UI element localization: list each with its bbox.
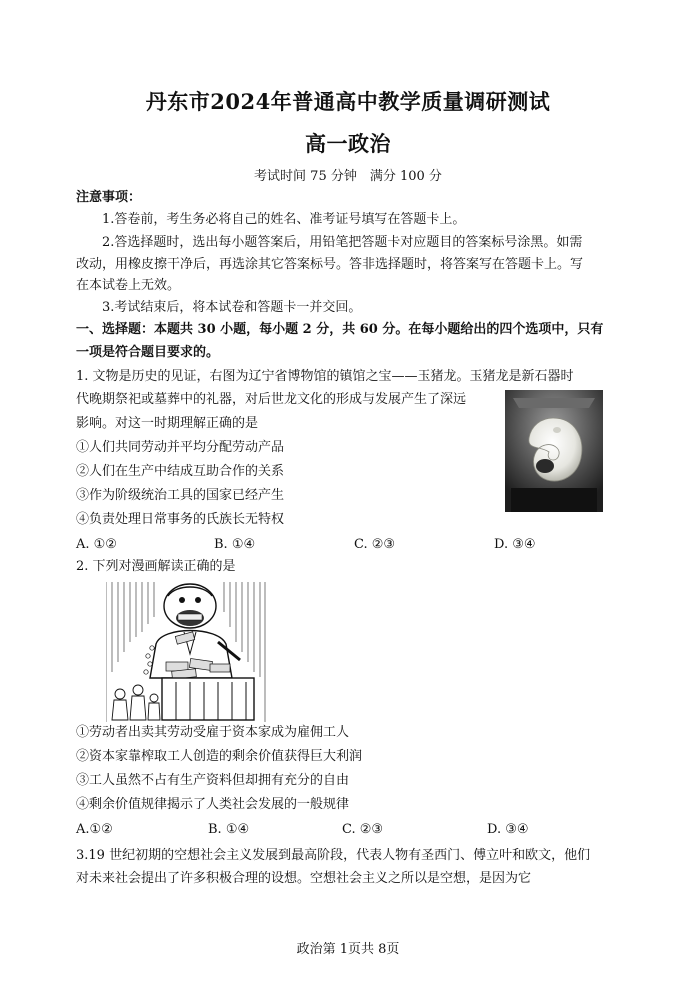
q1-option-d: D. ③④ (494, 537, 536, 552)
jade-pig-dragon-photo (505, 390, 603, 512)
q2-item: ①劳动者出卖其劳动受雇于资本家成为雇佣工人 (76, 725, 350, 740)
notice-line: 3.考试结束后，将本试卷和答题卡一并交回。 (102, 300, 362, 315)
cartoon-illustration (106, 582, 266, 722)
notice-line: 改动，用橡皮擦干净后，再选涂其它答案标号。答非选择题时，将答案写在答题卡上。写 (76, 257, 584, 272)
jade-pig-dragon-illustration (505, 390, 603, 512)
q1-item: ③作为阶级统治工具的国家已经产生 (76, 488, 285, 503)
q1-option-a: A. ①② (76, 537, 117, 552)
q1-stem: 代晚期祭祀或墓葬中的礼器，对后世龙文化的形成与发展产生了深远 (76, 392, 467, 407)
notice-heading: 注意事项： (76, 190, 142, 205)
q2-item: ②资本家靠榨取工人创造的剩余价值获得巨大利润 (76, 749, 363, 764)
q2-option-a: A.①② (76, 822, 113, 837)
notice-line: 2.答选择题时，选出每小题答案后，用铅笔把答题卡对应题目的答案标号涂黑。如需 (102, 235, 583, 250)
q2-option-c: C. ②③ (342, 822, 384, 837)
q1-option-b: B. ①④ (214, 537, 256, 552)
q1-option-c: C. ②③ (354, 537, 396, 552)
q3-stem: 3.19 世纪初期的空想社会主义发展到最高阶段，代表人物有圣西门、傅立叶和欧文，他们 (76, 848, 591, 863)
notice-line: 在本试卷上无效。 (76, 278, 181, 293)
q1-stem: 1. 文物是历史的见证，右图为辽宁省博物馆的镇馆之宝——玉猪龙。玉猪龙是新石器时 (76, 369, 574, 384)
section-heading: 一、选择题：本题共 30 小题，每小题 2 分，共 60 分。在每小题给出的四个选项中，只有 (76, 322, 604, 337)
q2-stem: 2. 下列对漫画解读正确的是 (76, 559, 236, 574)
q1-stem: 影响。对这一时期理解正确的是 (76, 416, 259, 431)
q1-item: ①人们共同劳动并平均分配劳动产品 (76, 440, 285, 455)
q2-option-d: D. ③④ (487, 822, 529, 837)
q2-option-b: B. ①④ (208, 822, 250, 837)
capitalist-cartoon (106, 582, 266, 722)
section-heading-cont: 一项是符合题目要求的。 (76, 345, 220, 360)
q1-item: ④负责处理日常事务的氏族长无特权 (76, 512, 285, 527)
q2-item: ④剩余价值规律揭示了人类社会发展的一般规律 (76, 797, 350, 812)
page-footer: 政治第 1页共 8页 (296, 942, 400, 957)
exam-title: 丹东市2024年普通高中教学质量调研测试 (145, 89, 551, 114)
q1-item: ②人们在生产中结成互助合作的关系 (76, 464, 285, 479)
q3-stem: 对未来社会提出了许多积极合理的设想。空想社会主义之所以是空想，是因为它 (76, 871, 532, 886)
q2-item: ③工人虽然不占有生产资料但却拥有充分的自由 (76, 773, 350, 788)
subject-title: 高一政治 (305, 131, 391, 156)
notice-line: 1.答卷前，考生务必将自己的姓名、准考证号填写在答题卡上。 (102, 212, 466, 227)
exam-info: 考试时间 75 分钟 满分 100 分 (254, 169, 442, 184)
